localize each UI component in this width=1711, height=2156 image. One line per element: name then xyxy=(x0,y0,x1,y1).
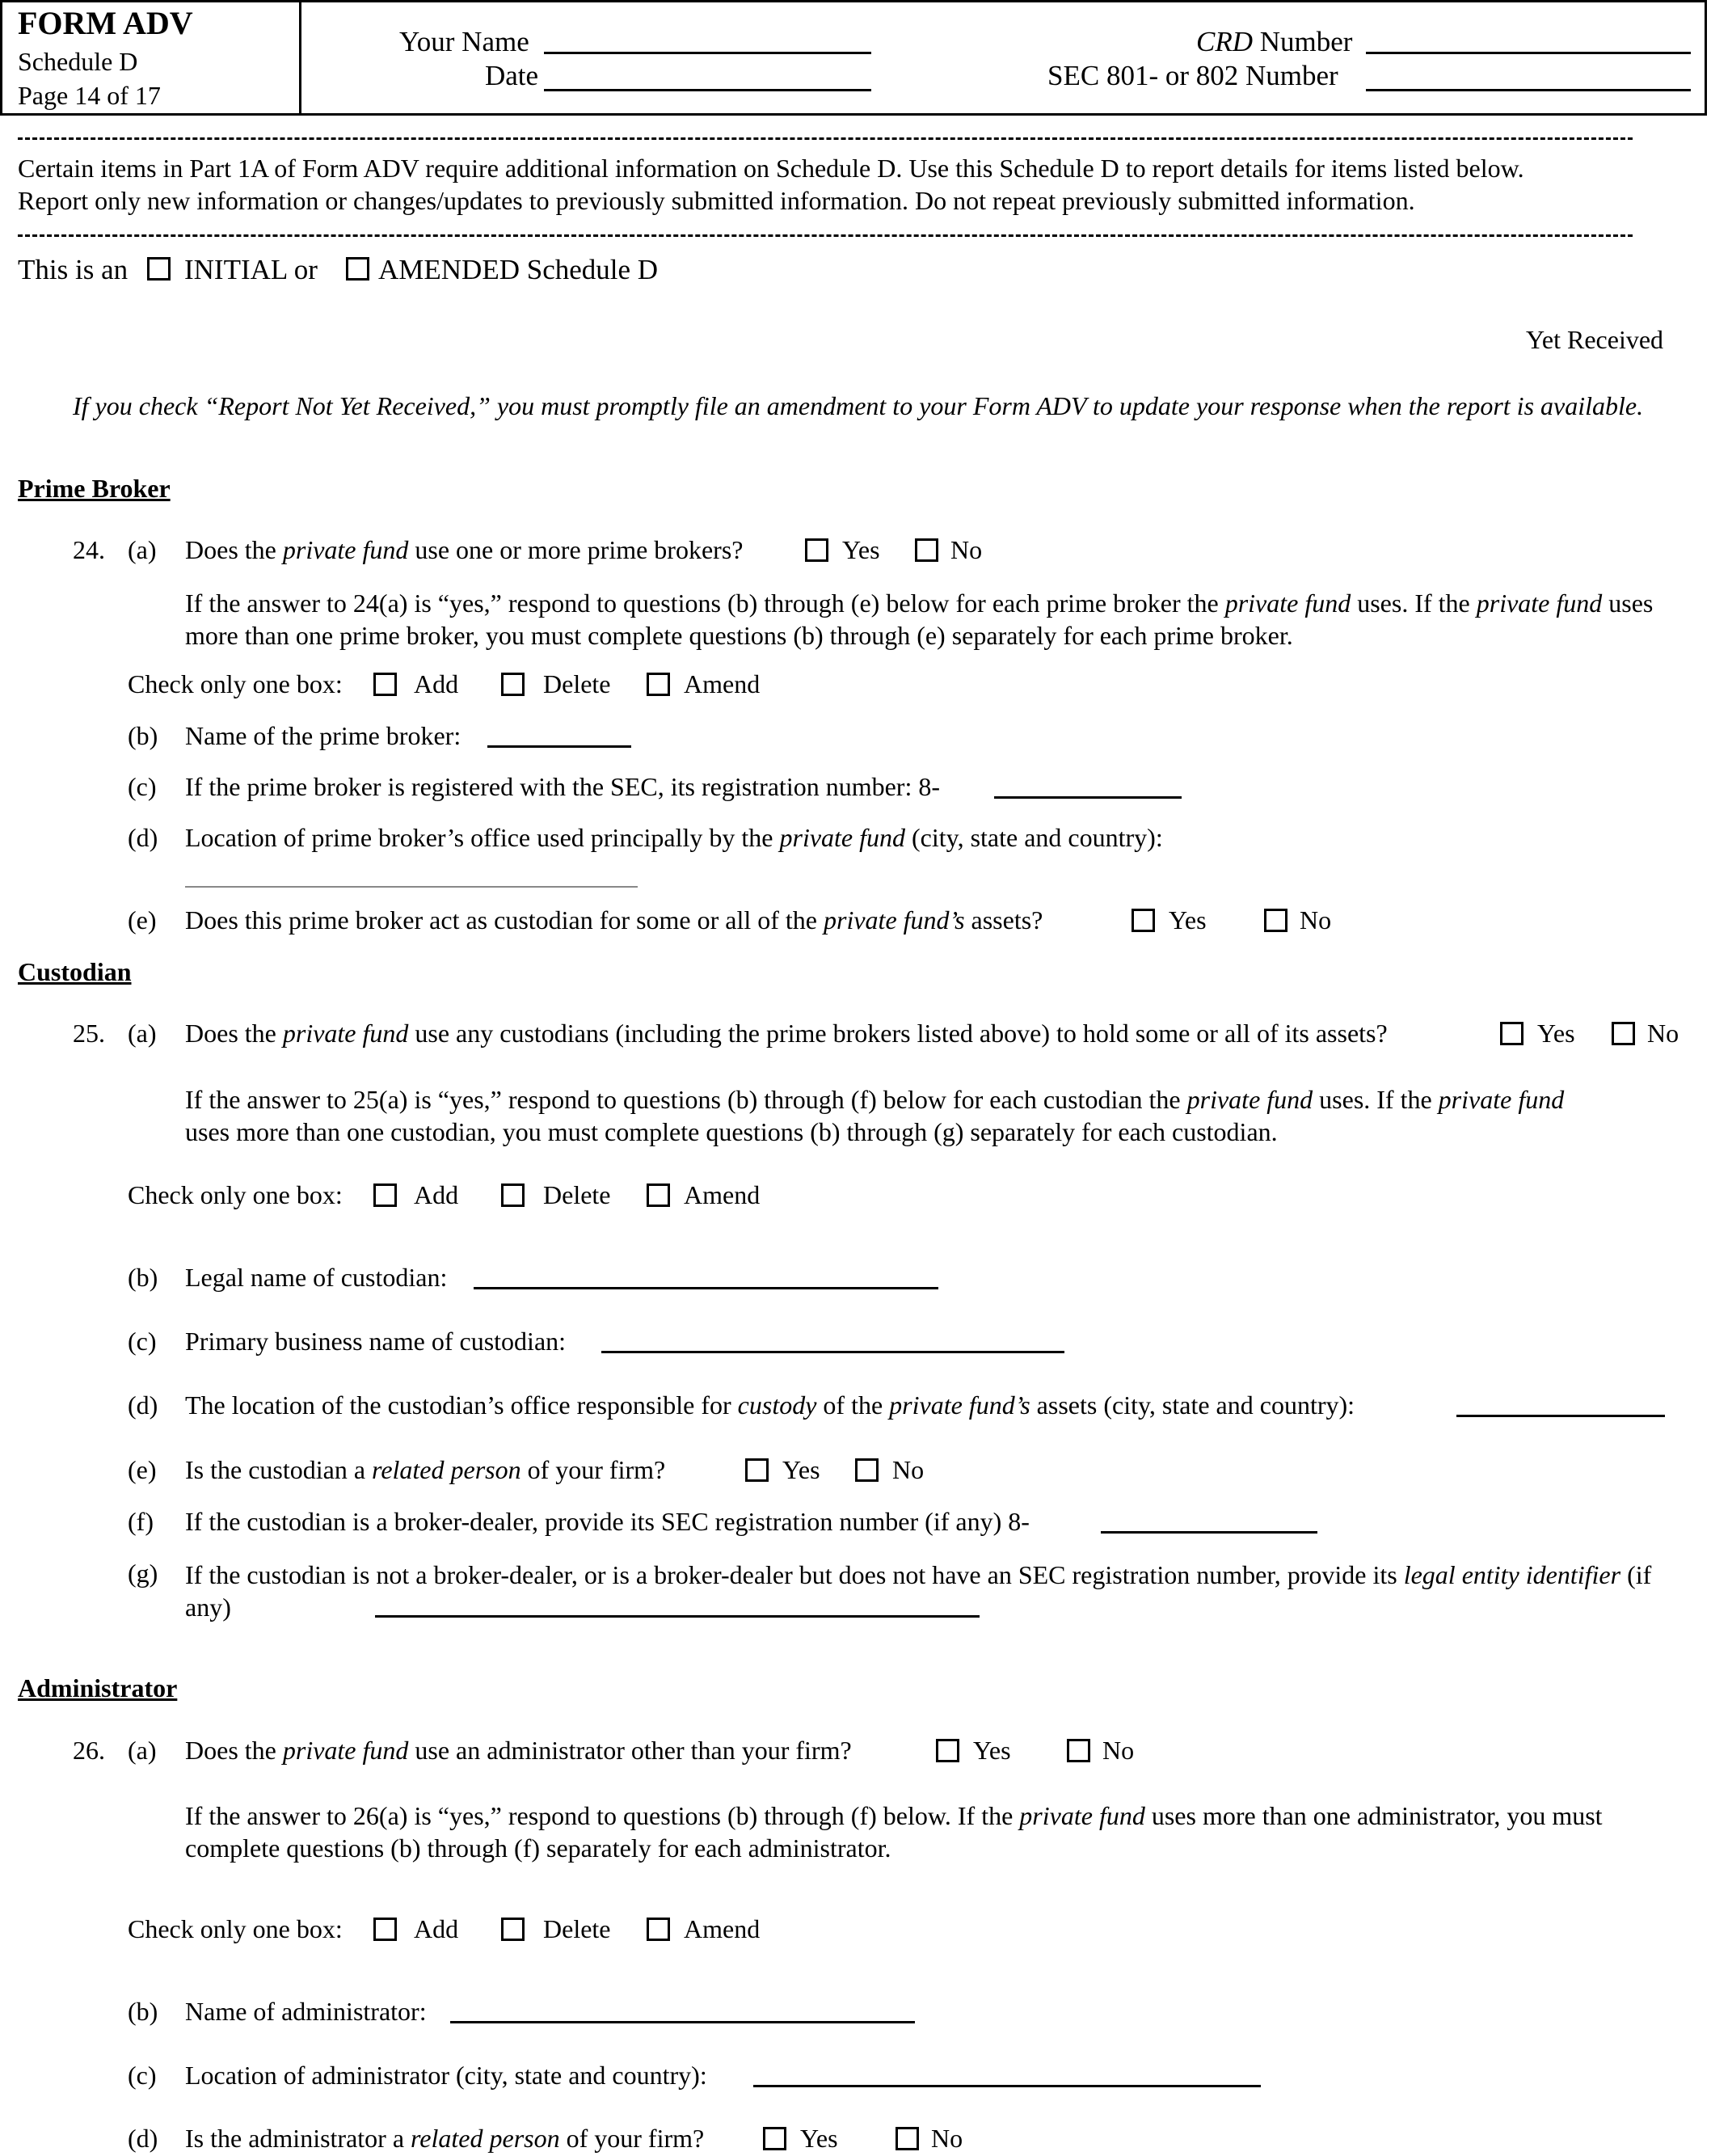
initial-label: INITIAL or xyxy=(184,254,318,285)
q25-add-checkbox[interactable] xyxy=(373,1183,397,1207)
q26b-text: Name of administrator: xyxy=(185,1997,427,2026)
q25e-no-checkbox[interactable] xyxy=(855,1458,879,1482)
q24e-no-label: No xyxy=(1300,905,1332,935)
q24b-letter: (b) xyxy=(128,721,158,750)
q26-delete-checkbox[interactable] xyxy=(501,1918,525,1941)
crd-italic: CRD xyxy=(1196,26,1253,57)
q26-amend-label: Amend xyxy=(684,1914,761,1943)
q25b-letter: (b) xyxy=(128,1263,158,1292)
your-name-field[interactable] xyxy=(544,52,871,54)
crd-rest: Number xyxy=(1253,26,1353,57)
crd-label xyxy=(1196,26,1352,58)
q25c-text: Primary business name of custodian: xyxy=(185,1327,567,1356)
q24a-no-label: No xyxy=(950,535,983,564)
q25-amend-checkbox[interactable] xyxy=(647,1183,670,1207)
q26-delete-label: Delete xyxy=(543,1914,611,1943)
q25f-field[interactable] xyxy=(1101,1531,1317,1534)
q25g-field[interactable] xyxy=(375,1615,980,1618)
q26a-no-checkbox[interactable] xyxy=(1067,1739,1090,1762)
q24a-no-checkbox[interactable] xyxy=(915,538,938,562)
q25-instructions: If the answer to 25(a) is “yes,” respond to questions (b) through (f) below for each custodian the private fund uses. If the private fund uses more than one custodian, you must complete questions (b) through (g) separately for each custodian. xyxy=(185,1085,1565,1146)
q24d-text: Location of prime broker’s office used principally by the private fund (city, state and country): xyxy=(185,823,1163,852)
q24e-letter: (e) xyxy=(128,905,157,935)
your-name-label: Your Name xyxy=(399,26,529,57)
this-is-an-label: This is an xyxy=(18,254,129,285)
q25c-letter: (c) xyxy=(128,1327,157,1356)
date-label: Date xyxy=(485,60,539,91)
q24c-text: If the prime broker is registered with the SEC, its registration number: 8- xyxy=(185,772,940,801)
q24-amend-label: Amend xyxy=(684,669,761,698)
q25g-text: If the custodian is not a broker-dealer, or is a broker-dealer but does not have an SEC registration number, provide its legal entity identifier (if any) xyxy=(185,1560,1652,1622)
q26c-text: Location of administrator (city, state and country): xyxy=(185,2061,707,2090)
q25f-text: If the custodian is a broker-dealer, provide its SEC registration number (if any) 8- xyxy=(185,1507,1030,1536)
q26-amend-checkbox[interactable] xyxy=(647,1918,670,1941)
q24e-text: Does this prime broker act as custodian for some or all of the private fund’s assets? xyxy=(185,905,1043,935)
q25b-text: Legal name of custodian: xyxy=(185,1263,448,1292)
q25b-field[interactable] xyxy=(474,1287,938,1289)
sec-number-label: SEC 801- or 802 Number xyxy=(1047,60,1338,91)
q26d-yes-checkbox[interactable] xyxy=(763,2127,786,2150)
schedule-label: Schedule D xyxy=(18,47,138,76)
q25-delete-checkbox[interactable] xyxy=(501,1183,525,1207)
header-box xyxy=(0,0,1707,116)
q25a-yes-checkbox[interactable] xyxy=(1500,1022,1523,1045)
q26b-letter: (b) xyxy=(128,1997,158,2026)
q24e-no-checkbox[interactable] xyxy=(1264,909,1287,932)
q24-number: 24. xyxy=(73,535,105,564)
q25-number: 25. xyxy=(73,1019,105,1048)
crd-number-field[interactable] xyxy=(1366,52,1691,54)
q26-number: 26. xyxy=(73,1736,105,1765)
q24c-letter: (c) xyxy=(128,772,157,801)
q25-check-one-label: Check only one box: xyxy=(128,1180,343,1209)
q25c-field[interactable] xyxy=(601,1351,1064,1353)
amended-label: AMENDED Schedule D xyxy=(378,254,659,285)
page-number: Page 14 of 17 xyxy=(18,81,161,110)
q26d-no-checkbox[interactable] xyxy=(896,2127,919,2150)
q25e-yes-label: Yes xyxy=(782,1455,820,1484)
q26-add-checkbox[interactable] xyxy=(373,1918,397,1941)
q24-delete-label: Delete xyxy=(543,669,611,698)
q24b-text: Name of the prime broker: xyxy=(185,721,461,750)
sec-number-field[interactable] xyxy=(1366,89,1691,91)
q24-add-checkbox[interactable] xyxy=(373,673,397,696)
q25e-letter: (e) xyxy=(128,1455,157,1484)
prime-broker-heading: Prime Broker xyxy=(18,474,171,503)
q25d-letter: (d) xyxy=(128,1390,158,1420)
q24a-yes-checkbox[interactable] xyxy=(805,538,828,562)
q26d-text: Is the administrator a related person of your firm? xyxy=(185,2124,705,2153)
q25e-yes-checkbox[interactable] xyxy=(745,1458,769,1482)
header-divider xyxy=(299,0,301,116)
q24-add-label: Add xyxy=(414,669,459,698)
q24e-yes-checkbox[interactable] xyxy=(1132,909,1155,932)
q26-check-one-label: Check only one box: xyxy=(128,1914,343,1943)
q25a-yes-label: Yes xyxy=(1537,1019,1575,1048)
dashed-divider-top xyxy=(18,137,1633,140)
q26d-yes-label: Yes xyxy=(800,2124,838,2153)
amended-checkbox[interactable] xyxy=(346,257,369,281)
q25g-letter: (g) xyxy=(128,1559,158,1588)
custodian-heading: Custodian xyxy=(18,957,132,986)
date-field[interactable] xyxy=(544,89,871,91)
q25-delete-label: Delete xyxy=(543,1180,611,1209)
yet-received-label: Yet Received xyxy=(1526,325,1664,354)
q26d-no-label: No xyxy=(931,2124,963,2153)
intro-line-2: Report only new information or changes/updates to previously submitted information. Do not repeat previously submitted information. xyxy=(18,186,1415,215)
q26a-no-label: No xyxy=(1102,1736,1135,1765)
administrator-heading: Administrator xyxy=(18,1673,178,1702)
q24-amend-checkbox[interactable] xyxy=(647,673,670,696)
q25-amend-label: Amend xyxy=(684,1180,761,1209)
q26-instructions: If the answer to 26(a) is “yes,” respond to questions (b) through (f) below. If the private fund uses more than one administrator, you must complete questions (b) through (f) separately for each administrator. xyxy=(185,1801,1603,1863)
q26a-yes-label: Yes xyxy=(973,1736,1011,1765)
q26d-letter: (d) xyxy=(128,2124,158,2153)
q25e-text: Is the custodian a related person of your firm? xyxy=(185,1455,666,1484)
q24d-field[interactable] xyxy=(185,886,638,888)
intro-line-1: Certain items in Part 1A of Form ADV require additional information on Schedule D. Use this Schedule D to report details for items listed below. xyxy=(18,154,1524,183)
q24a-yes-label: Yes xyxy=(842,535,880,564)
q24b-field[interactable] xyxy=(487,745,631,748)
q24a-text: Does the private fund use one or more prime brokers? xyxy=(185,535,744,564)
q25d-field[interactable] xyxy=(1456,1415,1665,1417)
q25a-no-checkbox[interactable] xyxy=(1612,1022,1635,1045)
q26c-field[interactable] xyxy=(753,2085,1261,2087)
q25-add-label: Add xyxy=(414,1180,459,1209)
q26b-field[interactable] xyxy=(450,2021,915,2023)
q24e-yes-label: Yes xyxy=(1169,905,1207,935)
initial-checkbox[interactable] xyxy=(147,257,171,281)
q24-instructions: If the answer to 24(a) is “yes,” respond to questions (b) through (e) below for each prime broker the private fund uses. If the private fund uses more than one prime broker, you must complete questions (b) through (e) separately for each prime broker. xyxy=(185,589,1654,650)
q25f-letter: (f) xyxy=(128,1507,154,1536)
q26c-letter: (c) xyxy=(128,2061,157,2090)
q25a-no-label: No xyxy=(1647,1019,1679,1048)
q24-delete-checkbox[interactable] xyxy=(501,673,525,696)
q24c-field[interactable] xyxy=(994,796,1182,799)
q26a-letter: (a) xyxy=(128,1736,157,1765)
q25e-no-label: No xyxy=(892,1455,925,1484)
report-notice: If you check “Report Not Yet Received,” you must promptly file an amendment to your Form ADV to update your response when the report is available. xyxy=(73,391,1644,420)
q25d-text: The location of the custodian’s office responsible for custody of the private fund’s assets (city, state and country): xyxy=(185,1390,1355,1420)
q26-add-label: Add xyxy=(414,1914,459,1943)
q24a-letter: (a) xyxy=(128,535,157,564)
q24-check-one-label: Check only one box: xyxy=(128,669,343,698)
q24d-letter: (d) xyxy=(128,823,158,852)
q26a-text: Does the private fund use an administrator other than your firm? xyxy=(185,1736,852,1765)
q25a-text: Does the private fund use any custodians (including the prime brokers listed above) to hold some or all of its assets? xyxy=(185,1019,1388,1048)
dashed-divider-bottom xyxy=(18,234,1633,237)
q26a-yes-checkbox[interactable] xyxy=(936,1739,959,1762)
q25a-letter: (a) xyxy=(128,1019,157,1048)
form-title: FORM ADV xyxy=(18,5,193,41)
